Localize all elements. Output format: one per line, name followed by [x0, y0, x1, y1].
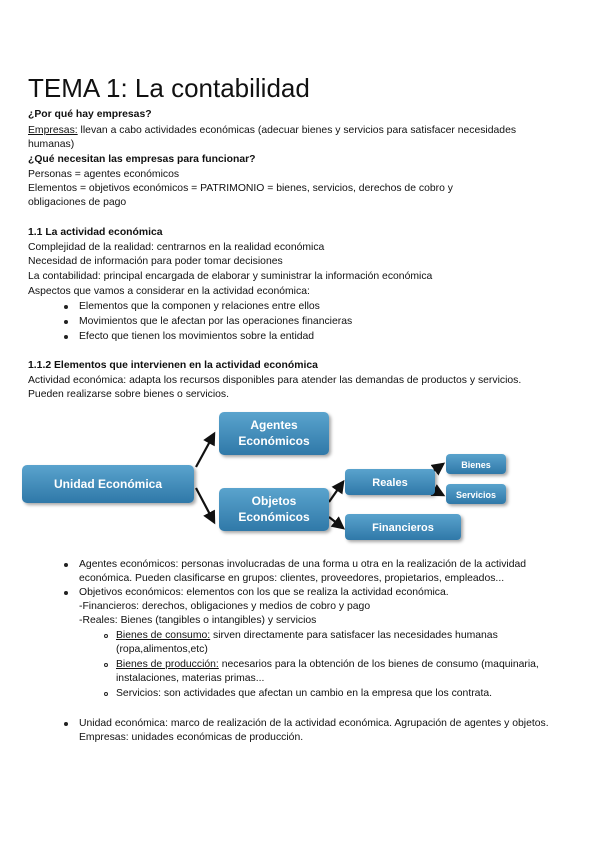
empresas-def-cont: humanas)	[28, 139, 75, 150]
box-bienes	[446, 454, 506, 474]
box-reales	[345, 469, 435, 495]
elementos-line-cont: obligaciones de pago	[28, 197, 127, 208]
section-heading-1-1-2: 1.1.2 Elementos que intervienen en la actividad económica	[28, 360, 318, 371]
sub-bullet-icon	[104, 663, 108, 667]
box-servicios	[446, 484, 506, 504]
label-servicios: Servicios	[455, 490, 497, 500]
section-heading-1-1: 1.1 La actividad económica	[28, 227, 163, 238]
arrow-to-objetos	[196, 488, 214, 522]
list-item: Elementos que la componen y relaciones entre ellos	[79, 301, 320, 312]
empresas-def: llevan a cabo actividades económicas (adecuar bienes y servicios para satisfacer necesidades	[77, 125, 517, 136]
box-objetos-economicos	[219, 488, 329, 531]
bullet-icon	[64, 722, 68, 726]
box-unidad-economica	[22, 465, 194, 503]
personas-line: Personas = agentes económicos	[28, 169, 180, 180]
list-item-agentes-cont: económica. Pueden clasificarse en grupos: clientes, proveedores, propietarios, empleados...	[79, 573, 505, 584]
text-line: Complejidad de la realidad: centrarnos en la realidad económica	[28, 242, 325, 253]
list-item-bienes-consumo	[116, 629, 498, 643]
page-title: TEMA 1: La contabilidad	[28, 73, 310, 103]
list-item: Efecto que tienen los movimientos sobre la entidad	[79, 331, 315, 342]
list-item-bienes-consumo-cont: (ropa,alimentos,etc)	[116, 644, 208, 655]
label-objetos-1: Objetos	[251, 494, 297, 508]
box-agentes-economicos	[219, 412, 329, 455]
list-item-unidad-cont: Empresas: unidades económicas de producción.	[79, 732, 304, 743]
consumo-term: Bienes de consumo:	[116, 630, 211, 641]
label-agentes-2: Económicos	[238, 434, 310, 448]
list-item: Movimientos que le afectan por las operaciones financieras	[79, 316, 353, 327]
label-unidad: Unidad Económica	[53, 477, 163, 491]
sub-bullet-icon	[104, 692, 108, 696]
empresas-definition	[28, 124, 516, 138]
arrow-to-financieros	[329, 517, 343, 528]
text-line: Necesidad de información para poder tomar decisiones	[28, 256, 283, 267]
list-item-unidad: Unidad económica: marco de realización de la actividad económica. Agrupación de agentes y objetos.	[79, 718, 549, 729]
text-line: Pueden realizarse sobre bienes o servicios.	[28, 389, 229, 400]
text-financieros: -Financieros: derechos, obligaciones y medios de cobro y pago	[79, 601, 371, 612]
label-reales: Reales	[372, 477, 408, 489]
question-why-companies: ¿Por qué hay empresas?	[28, 109, 152, 120]
empresas-term: Empresas:	[28, 125, 78, 136]
produccion-def: necesarios para la obtención de los bienes de consumo (maquinaria,	[218, 659, 539, 670]
produccion-term: Bienes de producción:	[116, 659, 219, 670]
arrow-to-agentes	[196, 434, 214, 467]
bullet-icon	[64, 591, 68, 595]
sub-bullet-icon	[104, 634, 108, 638]
list-item-servicios: Servicios: son actividades que afectan un cambio en la empresa que los contrata.	[116, 688, 493, 699]
text-line: Aspectos que vamos a considerar en la actividad económica:	[28, 286, 310, 297]
list-item-agentes: Agentes económicos: personas involucradas de una forma u otra en la realización de la actividad	[79, 559, 527, 570]
bullet-icon	[64, 305, 68, 309]
bullet-icon	[64, 563, 68, 567]
label-agentes-1: Agentes	[250, 418, 298, 432]
arrow-to-reales	[329, 482, 343, 502]
text-reales: -Reales: Bienes (tangibles o intangibles) y servicios	[79, 615, 317, 626]
bullet-icon	[64, 320, 68, 324]
consumo-def: sirven directamente para satisfacer las necesidades humanas	[210, 630, 498, 641]
question-what-need: ¿Qué necesitan las empresas para funcionar?	[28, 154, 256, 165]
label-objetos-2: Económicos	[238, 510, 310, 524]
text-line: Actividad económica: adapta los recursos disponibles para atender las demandas de productos y servicios.	[28, 375, 522, 386]
bullet-icon	[64, 335, 68, 339]
elementos-line: Elementos = objetivos económicos = PATRIMONIO = bienes, servicios, derechos de cobro y	[28, 183, 453, 194]
list-item-objetivos: Objetivos económicos: elementos con los que se realiza la actividad económica.	[79, 587, 449, 598]
box-financieros	[345, 514, 461, 540]
economic-unit-diagram	[0, 405, 600, 553]
label-bienes: Bienes	[461, 460, 491, 470]
text-line: La contabilidad: principal encargada de elaborar y suministrar la información económica	[28, 271, 433, 282]
list-item-bienes-produccion	[116, 658, 539, 672]
list-item-bienes-produccion-cont: instalaciones, materias primas...	[116, 673, 265, 684]
label-financieros: Financieros	[372, 522, 434, 534]
